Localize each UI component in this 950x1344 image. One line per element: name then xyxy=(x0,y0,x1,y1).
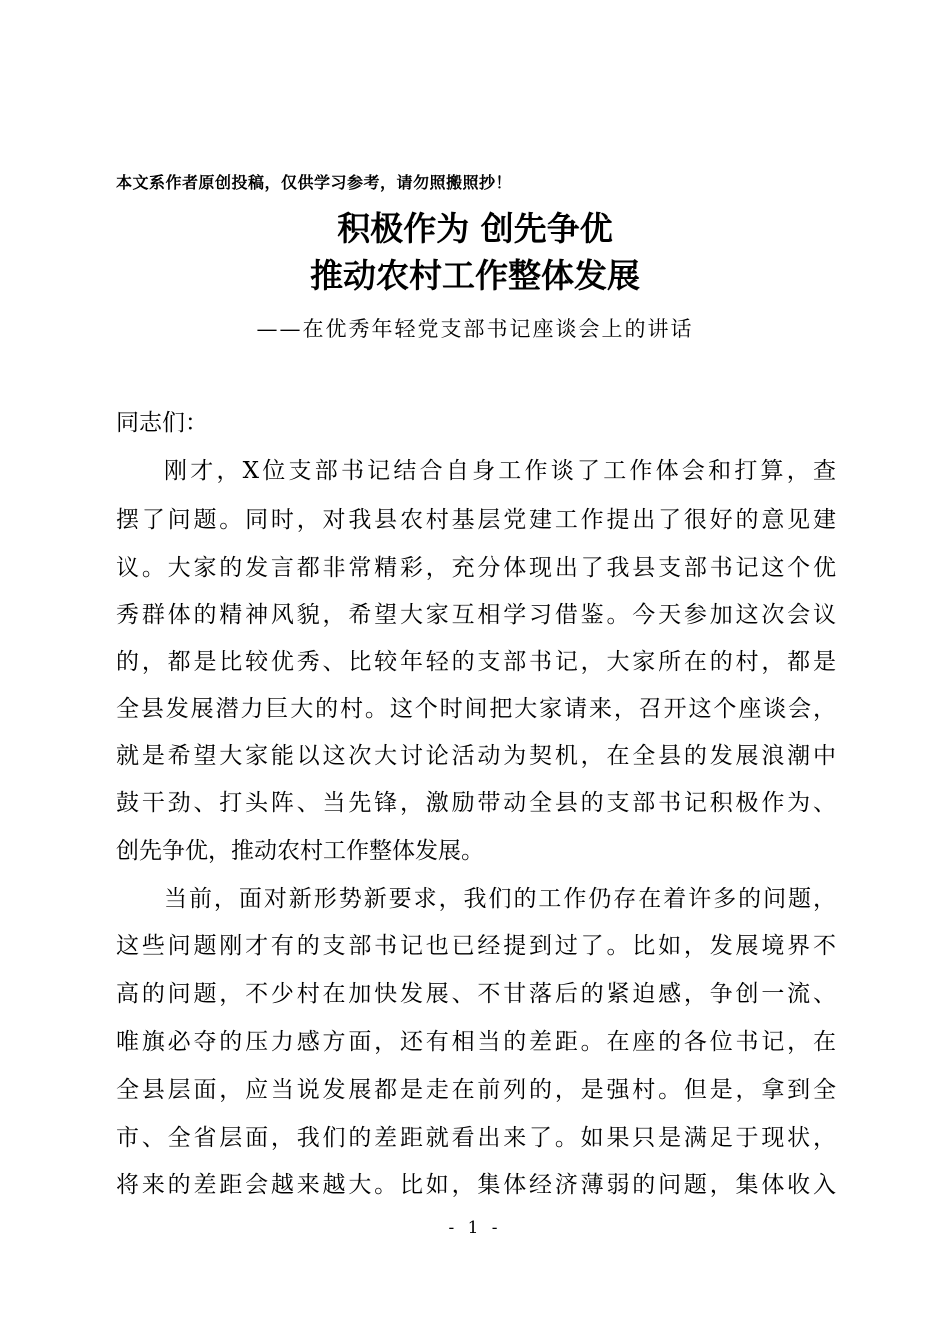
paragraph-2-line-7: 将来的差距会越来越大。比如，集体经济薄弱的问题，集体收入 xyxy=(116,1172,836,1198)
paragraph-2-line-1: 当前，面对新形势新要求，我们的工作仍存在着许多的问题， xyxy=(164,886,836,912)
paragraph-2-line-3: 高的问题，不少村在加快发展、不甘落后的紧迫感，争创一流、 xyxy=(116,981,836,1007)
title-line-2: 推动农村工作整体发展 xyxy=(310,256,640,295)
paragraph-1-line-1: 刚才，X位支部书记结合自身工作谈了工作体会和打算，查 xyxy=(164,458,836,484)
paragraph-1-line-3: 议。大家的发言都非常精彩，充分体现出了我县支部书记这个优 xyxy=(116,555,836,581)
paragraph-1-line-6: 全县发展潜力巨大的村。这个时间把大家请来，召开这个座谈会， xyxy=(116,696,836,722)
paragraph-1-line-5: 的，都是比较优秀、比较年轻的支部书记，大家所在的村，都是 xyxy=(116,649,836,675)
paragraph-1-line-2: 摆了问题。同时，对我县农村基层党建工作提出了很好的意见建 xyxy=(116,507,836,533)
paragraph-2-line-6: 市、全省层面，我们的差距就看出来了。如果只是满足于现状， xyxy=(116,1125,836,1151)
salutation: 同志们： xyxy=(116,410,208,436)
paragraph-2-line-2: 这些问题刚才有的支部书记也已经提到过了。比如，发展境界不 xyxy=(116,933,836,959)
paragraph-2-line-5: 全县层面，应当说发展都是走在前列的，是强村。但是，拿到全 xyxy=(116,1077,836,1103)
title-line-1: 积极作为 创先争优 xyxy=(337,209,613,248)
paragraph-2-line-4: 唯旗必夺的压力感方面，还有相当的差距。在座的各位书记，在 xyxy=(116,1029,836,1055)
subtitle: ——在优秀年轻党支部书记座谈会上的讲话 xyxy=(256,317,694,341)
page-number: - 1 - xyxy=(448,1218,502,1238)
paragraph-1-line-7: 就是希望大家能以这次大讨论活动为契机，在全县的发展浪潮中 xyxy=(116,743,836,769)
paragraph-1-line-8: 鼓干劲、打头阵、当先锋，激励带动全县的支部书记积极作为、 xyxy=(116,790,836,816)
copyright-notice: 本文系作者原创投稿，仅供学习参考，请勿照搬照抄！ xyxy=(116,173,513,192)
paragraph-1-line-9: 创先争优，推动农村工作整体发展。 xyxy=(116,838,484,864)
paragraph-1-line-4: 秀群体的精神风貌，希望大家互相学习借鉴。今天参加这次会议 xyxy=(116,602,836,628)
